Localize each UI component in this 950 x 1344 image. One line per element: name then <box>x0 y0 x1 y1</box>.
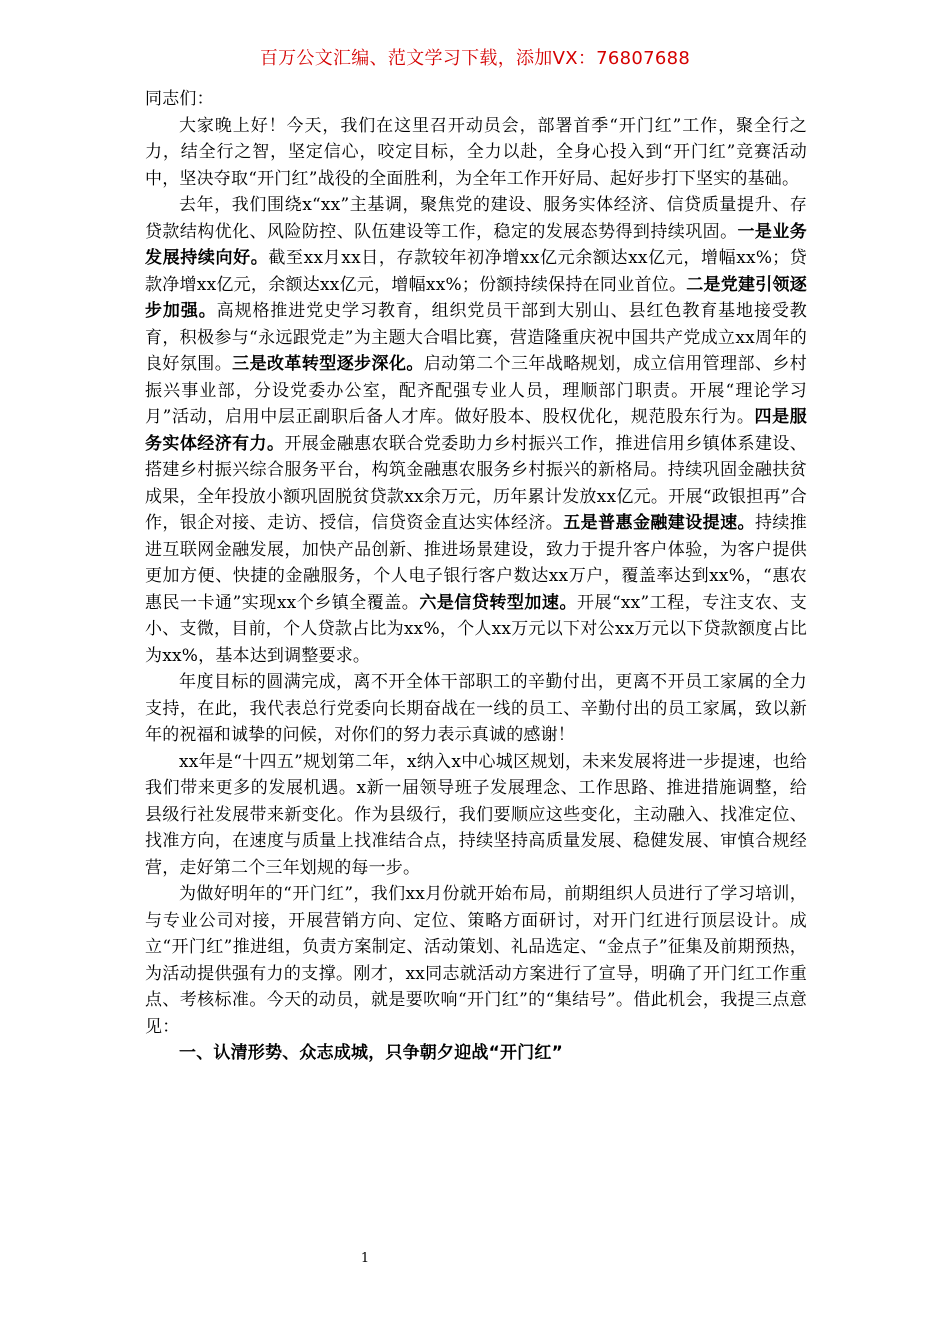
point-text-1: 截至xx月xx日，存款较年初净增xx亿元余额达xx亿元，增幅xx%；贷款净增xx亿元，余额达xx亿元，增幅xx%；份额持续保持在同业首位。 <box>145 248 807 295</box>
point-heading-4: 四是服务实体经济有力。 <box>145 407 807 454</box>
paragraph-achievements <box>145 192 807 669</box>
paragraph-opening: 大家晚上好！今天，我们在这里召开动员会，部署首季“开门红”工作，聚全行之力，结全行之智，坚定信心，咬定目标，全力以赴，全身心投入到“开门红”竞赛活动中，坚决夺取“开门红”战役的全面胜利，为全年工作开好局、起好步打下坚实的基础。 <box>145 115 807 189</box>
point-heading-5: 五是普惠金融建设提速。 <box>563 513 755 533</box>
paragraph-outlook: xx年是“十四五”规划第二年，x纳入x中心城区规划，未来发展将进一步提速，也给我们带来更多的发展机遇。x新一届领导班子发展理念、工作思路、推进措施调整，给县级行社发展带来新变化。作为县级行，我们要顺应这些变化，主动融入、找准定位、找准方向，在速度与质量上找准结合点，持续坚持高质量发展、稳健发展、审慎合规经营，走好第二个三年划规的每一步。 <box>145 751 807 878</box>
point-heading-6: 六是信贷转型加速。 <box>419 592 577 613</box>
point-heading-2: 二是党建引领逐步加强。 <box>145 274 807 321</box>
point-text-4: 开展金融惠农联合党委助力乡村振兴工作，推进信用乡镇体系建设、搭建乡村振兴综合服务平台，构筑金融惠农服务乡村振兴的新格局。持续巩固金融扶贫成果，全年投放小额巩固脱贫贷款xx余万元，历年累计发放xx亿元。开展“政银担再”合作，银企对接、走访、授信，信贷资金直达实体经济。 <box>145 433 807 533</box>
achievements-intro: 去年，我们围绕x“xx”主基调，聚焦党的建设、服务实体经济、信贷质量提升、存贷款结构优化、风险防控、队伍建设等工作，稳定的发展态势得到持续巩固。 <box>145 195 807 242</box>
watermark-banner: 百万公文汇编、范文学习下载，添加VX：76807688 <box>259 48 691 69</box>
point-text-2: 高规格推进党史学习教育，组织党员干部到大别山、县红色教育基地接受教育，积极参与“永远跟党走”为主题大合唱比赛，营造隆重庆祝中国共产党成立xx周年的良好氛围。 <box>145 301 807 374</box>
point-text-3: 启动第二个三年战略规划，成立信用管理部、乡村振兴事业部，分设党委办公室，配齐配强专业人员，理顺部门职责。开展“理论学习月”活动，启用中层正副职后备人才库。做好股本、股权优化，规范股东行为。 <box>145 354 808 427</box>
point-text-6: 开展“xx”工程，专注支农、支小、支微，目前，个人贷款占比为xx%，个人xx万元以下对公xx万元以下贷款额度占比为xx%，基本达到调整要求。 <box>145 592 807 666</box>
paragraph-thanks: 年度目标的圆满完成，离不开全体干部职工的辛勤付出，更离不开员工家属的全力支持，在此，我代表总行党委向长期奋战在一线的员工、辛勤付出的员工家属，致以新年的祝福和诚挚的问候，对你们的努力表示真诚的感谢！ <box>145 672 807 745</box>
document-body <box>145 86 807 1067</box>
point-text-5: 持续推进互联网金融发展，加快产品创新、推进场景建设，致力于提升客户体验，为客户提供更加方便、快捷的金融服务，个人电子银行客户数达xx万户，覆盖率达到xx%，“惠农惠民一卡通”实现xx个乡镇全覆盖。 <box>145 513 807 613</box>
point-heading-1: 一是业务发展持续向好。 <box>145 221 807 268</box>
paragraph-preparation: 为做好明年的“开门红”，我们xx月份就开始布局，前期组织人员进行了学习培训，与专业公司对接，开展营销方向、定位、策略方面研讨，对开门红进行顶层设计。成立“开门红”推进组，负责方案制定、活动策划、礼品选定、“金点子”征集及前期预热，为活动提供强有力的支撑。刚才，xx同志就活动方案进行了宣导，明确了开门红工作重点、考核标准。今天的动员，就是要吹响“开门红”的“集结号”。借此机会，我提三点意见： <box>145 884 807 1037</box>
page-number: 1 <box>360 1251 370 1266</box>
point-heading-3: 三是改革转型逐步深化。 <box>232 354 424 374</box>
salutation: 同志们： <box>145 89 214 109</box>
section-heading-1: 一、认清形势、众志成城，只争朝夕迎战“开门红” <box>179 1043 563 1063</box>
